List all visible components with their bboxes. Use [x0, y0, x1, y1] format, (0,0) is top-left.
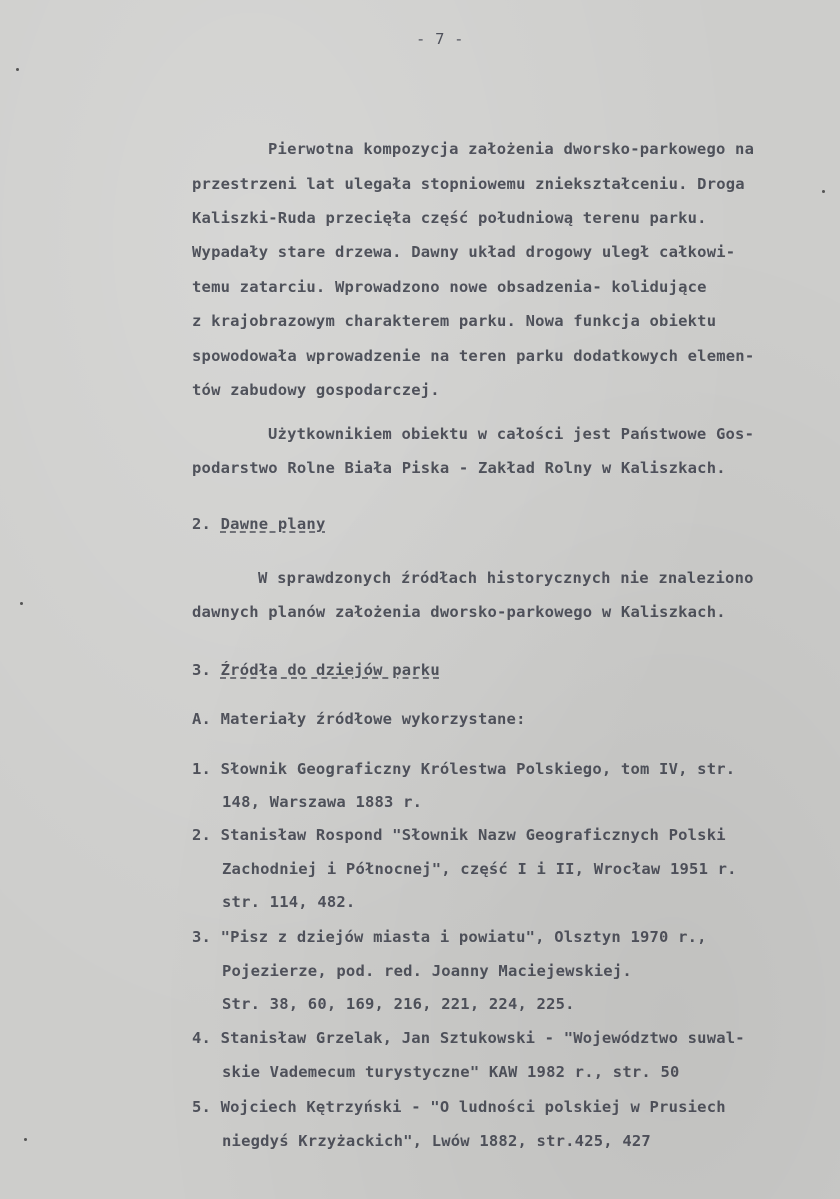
section-2-line: W sprawdzonych źródłach historycznych nie znaleziono [258, 569, 754, 587]
source-2-line: str. 114, 482. [222, 893, 356, 911]
source-2-line: 2. Stanisław Rospond "Słownik Nazw Geograficznych Polski [192, 826, 726, 844]
source-4-line: 4. Stanisław Grzelak, Jan Sztukowski - "Województwo suwal- [192, 1029, 745, 1047]
page-number: - 7 - [416, 30, 464, 48]
section-3-number: 3. [192, 661, 212, 679]
intro-line: temu zatarciu. Wprowadzono nowe obsadzenia- kolidujące [192, 278, 707, 296]
section-2-number: 2. [192, 515, 212, 533]
section-3-title: Źródła do dziejów parku [220, 661, 440, 679]
section-3-subheading: A. Materiały źródłowe wykorzystane: [192, 710, 526, 728]
paper-speck [24, 1138, 27, 1141]
intro-line: spowodowała wprowadzenie na teren parku dodatkowych elemen- [192, 347, 755, 365]
source-1-line: 148, Warszawa 1883 r. [222, 793, 423, 811]
intro-line: Kaliszki-Ruda przecięła część południową terenu parku. [192, 209, 707, 227]
section-3-heading [192, 661, 440, 679]
source-1-line: 1. Słownik Geograficzny Królestwa Polskiego, tom IV, str. [192, 760, 736, 778]
paper-speck [822, 190, 825, 193]
source-2-line: Zachodniej i Północnej", część I i II, Wrocław 1951 r. [222, 860, 737, 878]
owner-line: Użytkownikiem obiektu w całości jest Państwowe Gos- [268, 425, 755, 443]
paper-speck [16, 68, 19, 71]
paper-speck [20, 602, 23, 605]
section-2-heading [192, 515, 325, 533]
intro-line: przestrzeni lat ulegała stopniowemu zniekształceniu. Droga [192, 175, 745, 193]
source-5-line: 5. Wojciech Kętrzyński - "O ludności polskiej w Prusiech [192, 1098, 726, 1116]
intro-line: Wypadały stare drzewa. Dawny układ drogowy uległ całkowi- [192, 243, 736, 261]
intro-line: z krajobrazowym charakterem parku. Nowa funkcja obiektu [192, 312, 717, 330]
section-2-line: dawnych planów założenia dworsko-parkowego w Kaliszkach. [192, 603, 726, 621]
source-4-line: skie Vademecum turystyczne" KAW 1982 r., str. 50 [222, 1063, 680, 1081]
source-3-line: Pojezierze, pod. red. Joanny Maciejewskiej. [222, 962, 632, 980]
intro-line: Pierwotna kompozycja założenia dworsko-parkowego na [268, 140, 755, 158]
section-2-title: Dawne plany [220, 515, 326, 533]
intro-line: tów zabudowy gospodarczej. [192, 381, 440, 399]
source-3-line: 3. "Pisz z dziejów miasta i powiatu", Olsztyn 1970 r., [192, 928, 707, 946]
owner-line: podarstwo Rolne Biała Piska - Zakład Rolny w Kaliszkach. [192, 459, 726, 477]
source-5-line: niegdyś Krzyżackich", Lwów 1882, str.425, 427 [222, 1132, 651, 1150]
source-3-line: Str. 38, 60, 169, 216, 221, 224, 225. [222, 995, 575, 1013]
